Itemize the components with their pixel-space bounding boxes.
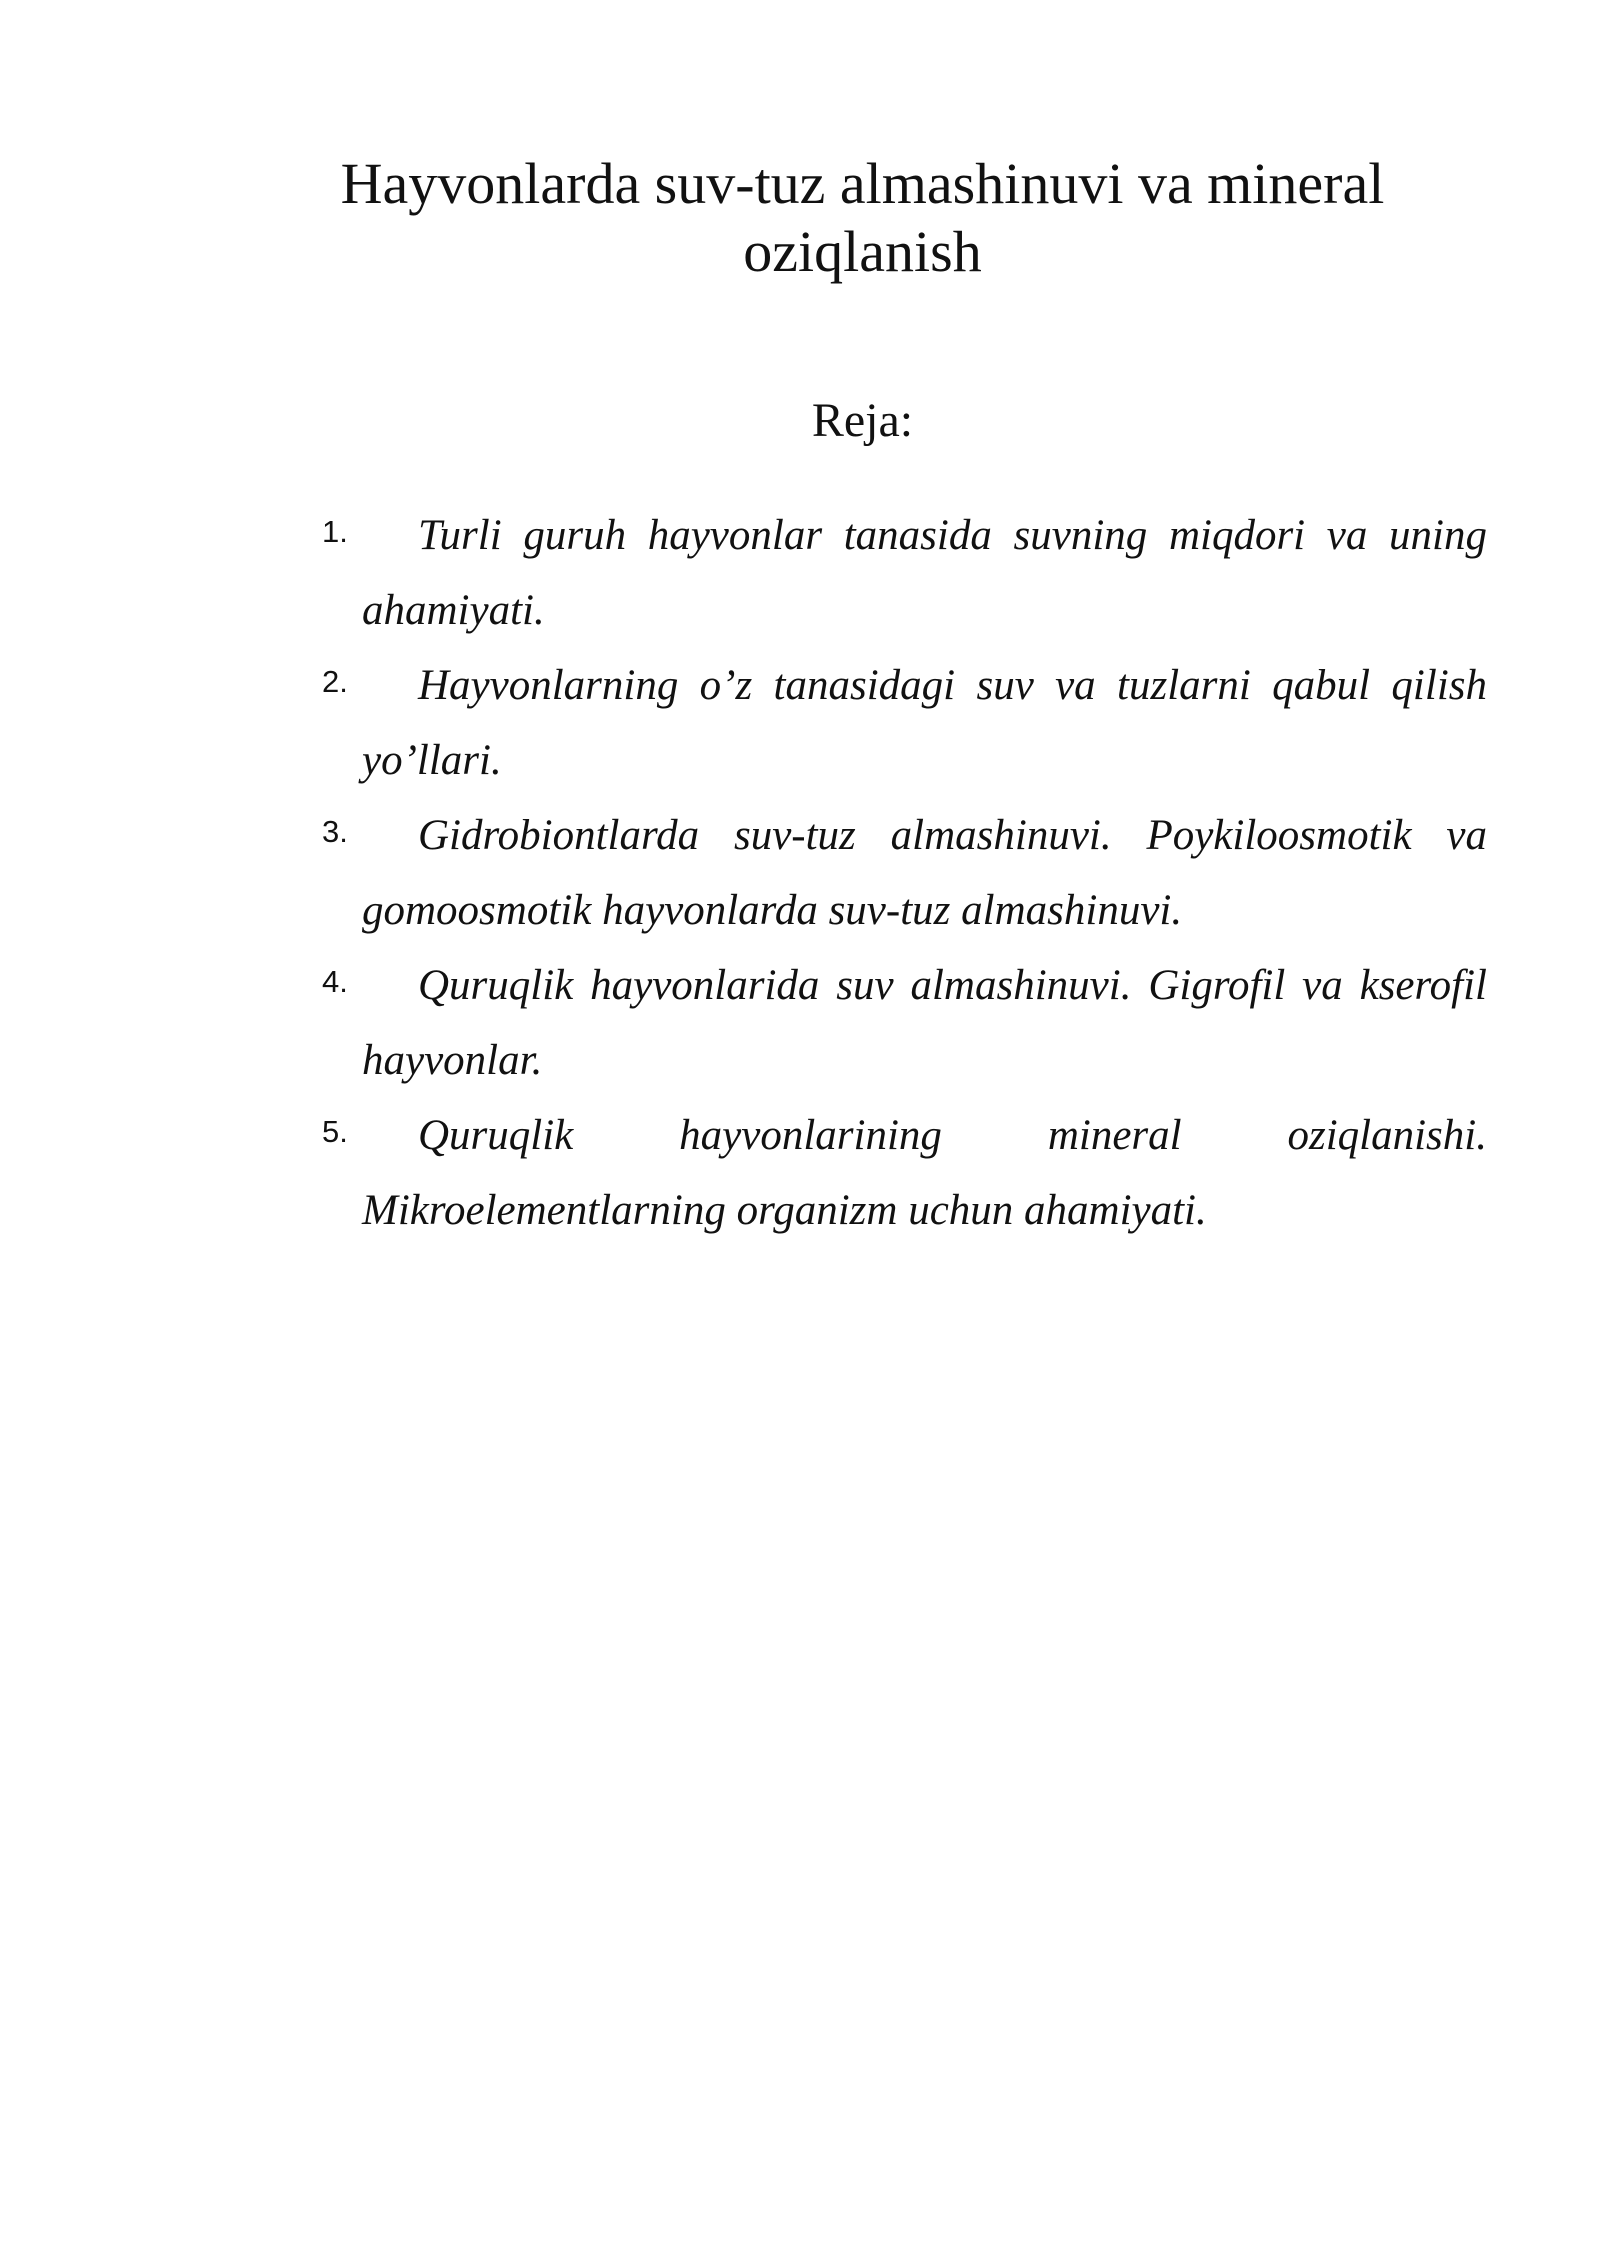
plan-item [322,648,1487,798]
plan-item [322,498,1487,648]
plan-item-text: Quruqlik hayvonlarida suv almashinuvi. Gigrofil va kserofil hayvonlar. [362,962,1487,1084]
plan-item-number: 5. [322,1114,348,1149]
plan-item-number: 3. [322,814,348,849]
plan-item-text: Turli guruh hayvonlar tanasida suvning miqdori va uning ahamiyati. [362,512,1487,634]
plan-item-number: 2. [322,664,348,699]
plan-heading: Reja: [811,394,914,447]
plan-item [322,1098,1487,1248]
plan-item-number: 4. [322,964,348,999]
document-title: Hayvonlarda suv-tuz almashinuvi va mineral oziqlanish [340,151,1385,284]
plan-item [322,948,1487,1098]
plan-list [322,498,1487,1248]
plan-item-number: 1. [322,514,348,549]
plan-item-text: Quruqlik hayvonlarining mineral oziqlanishi. Mikroelementlarning organizm uchun ahamiyati. [362,1112,1487,1234]
plan-item-text: Hayvonlarning o’z tanasidagi suv va tuzlarni qabul qilish yo’llari. [362,662,1487,784]
plan-item [322,798,1487,948]
plan-item-text: Gidrobiontlarda suv-tuz almashinuvi. Poykiloosmotik va gomoosmotik hayvonlarda suv-tuz almashinuvi. [362,812,1487,934]
